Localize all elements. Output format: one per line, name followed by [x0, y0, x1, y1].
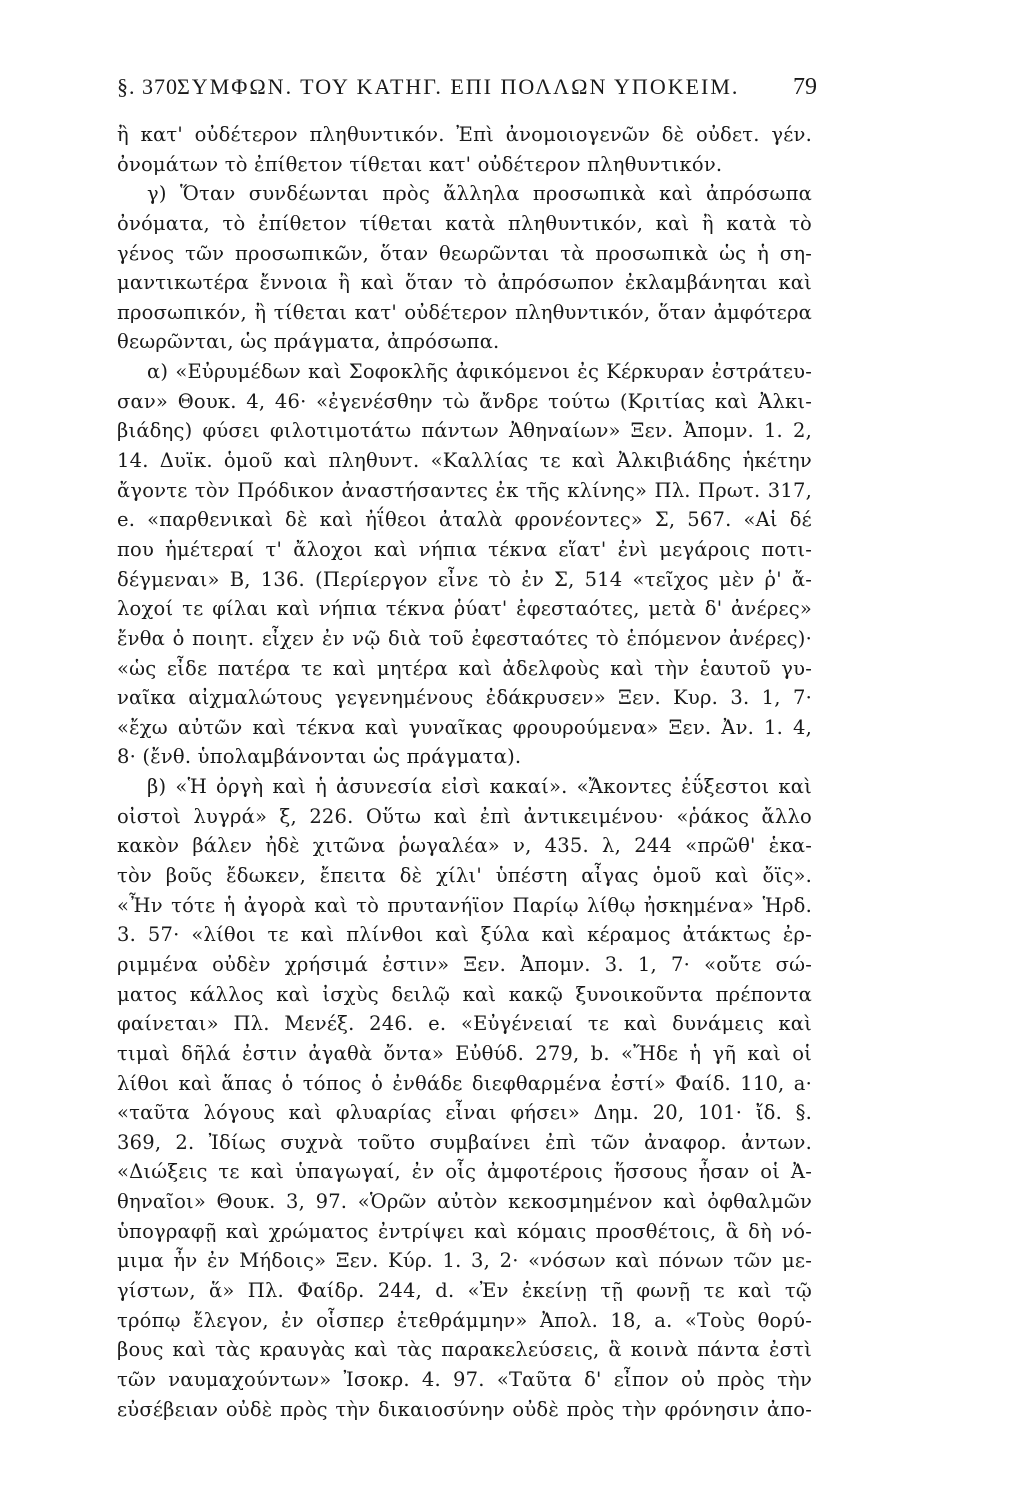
text-line: ὀνόματα, τὸ ἐπίθετον τίθεται κατὰ πληθυντικόν, καὶ ἢ κατὰ τὸ: [117, 211, 812, 235]
text-line: γίστων, ἅ» Πλ. Φαίδρ. 244, d. «Ἐν ἐκείνῃ τῇ φωνῇ τε καὶ τῷ: [117, 1278, 812, 1302]
text-line: προσωπικόν, ἢ τίθεται κατ' οὐδέτερον πληθυντικόν, ὅταν ἀμφότερα: [117, 300, 812, 324]
text-line: 3. 57· «λίθοι τε καὶ πλίνθοι καὶ ξύλα καὶ κέραμος ἀτάκτως ἐρ-: [117, 923, 812, 947]
text-line: γένος τῶν προσωπικῶν, ὅταν θεωρῶνται τὰ προσωπικὰ ὡς ἡ ση-: [117, 241, 812, 265]
text-line: ναῖκα αἰχμαλώτους γεγενημένους ἐδάκρυσεν» Ξεν. Κυρ. 3. 1, 7·: [117, 686, 812, 710]
text-line: 14. Δυϊκ. ὁμοῦ καὶ πληθυντ. «Καλλίας τε καὶ Ἀλκιβιάδης ἡκέτην: [117, 449, 812, 473]
text-line: φαίνεται» Πλ. Μενέξ. 246. e. «Εὐγένειαί τε καὶ δυνάμεις καὶ: [117, 1012, 812, 1036]
text-line: μαντικωτέρα ἔννοια ἢ καὶ ὅταν τὸ ἀπρόσωπον ἐκλαμβάνηται καὶ: [117, 271, 812, 295]
text-line: ἔνθα ὁ ποιητ. εἶχεν ἐν νῷ διὰ τοῦ ἐφεσταότες τὸ ἑπόμενον ἀνέρες)·: [117, 626, 812, 650]
text-line: θηναῖοι» Θουκ. 3, 97. «Ὁρῶν αὐτὸν κεκοσμημένον καὶ ὀφθαλμῶν: [117, 1190, 812, 1214]
text-line: «Ἦν τότε ἡ ἀγορὰ καὶ τὸ πρυτανήϊον Παρίῳ λίθῳ ἠσκημένα» Ἡρδ.: [117, 893, 812, 917]
text-line: «ἔχω αὐτῶν καὶ τέκνα καὶ γυναῖκας φρουρούμενα» Ξεν. Ἀν. 1. 4,: [117, 715, 812, 739]
text-line: οἰστοὶ λυγρά» ξ, 226. Οὕτω καὶ ἐπὶ ἀντικειμένου· «ῥάκος ἄλλο: [117, 804, 812, 828]
text-line: τιμαὶ δῆλά ἐστιν ἀγαθὰ ὄντα» Εὐθύδ. 279, b. «Ἤδε ἡ γῆ καὶ οἱ: [117, 1041, 812, 1065]
body-text: [117, 120, 812, 1424]
text-line: «ταῦτα λόγους καὶ φλυαρίας εἶναι φήσει» Δημ. 20, 101· ἴδ. §.: [117, 1101, 812, 1125]
text-line: «ὡς εἶδε πατέρα τε καὶ μητέρα καὶ ἀδελφοὺς καὶ τὴν ἑαυτοῦ γυ-: [117, 656, 812, 680]
text-line: γ) Ὅταν συνδέωνται πρὸς ἄλληλα προσωπικὰ καὶ ἀπρόσωπα: [147, 182, 812, 206]
text-line: που ἡμέτεραί τ' ἄλοχοι καὶ νήπια τέκνα εἵατ' ἐνὶ μεγάροις ποτι-: [117, 537, 812, 561]
text-line: α) «Εὐρυμέδων καὶ Σοφοκλῆς ἀφικόμενοι ἐς Κέρκυραν ἐστράτευ-: [147, 360, 812, 384]
running-head: [117, 70, 817, 110]
text-line: ριμμένα οὐδὲν χρήσιμά ἐστιν» Ξεν. Ἀπομν. 3. 1, 7· «οὔτε σώ-: [117, 952, 812, 976]
text-line: «Διώξεις τε καὶ ὑπαγωγαί, ἐν οἷς ἀμφοτέροις ἥσσους ἦσαν οἱ Ἀ-: [117, 1160, 812, 1184]
text-line: ὑπογραφῇ καὶ χρώματος ἐντρίψει καὶ κόμαις προσθέτοις, ἃ δὴ νό-: [117, 1219, 812, 1243]
text-line: ματος κάλλος καὶ ἰσχὺς δειλῷ καὶ κακῷ ξυνοικοῦντα πρέποντα: [117, 982, 812, 1006]
text-line: σαν» Θουκ. 4, 46· «ἐγενέσθην τὼ ἄνδρε τούτω (Κριτίας καὶ Ἀλκι-: [117, 389, 812, 413]
text-line: τὸν βοῦς ἔδωκεν, ἔπειτα δὲ χίλι' ὑπέστη αἶγας ὁμοῦ καὶ ὄϊς».: [117, 864, 812, 888]
text-line: ὀνομάτων τὸ ἐπίθετον τίθεται κατ' οὐδέτερον πληθυντικόν.: [117, 152, 723, 176]
page-number: 79: [793, 74, 817, 100]
text-line: e. «παρθενικαὶ δὲ καὶ ἠΐθεοι ἀταλὰ φρονέοντες» Σ, 567. «Αἱ δέ: [117, 508, 812, 532]
text-line: βους καὶ τὰς κραυγὰς καὶ τὰς παρακελεύσεις, ἃ κοινὰ πάντα ἐστὶ: [117, 1338, 812, 1362]
text-line: κακὸν βάλεν ἠδὲ χιτῶνα ῥωγαλέα» ν, 435. λ, 244 «πρῶθ' ἑκα-: [117, 834, 812, 858]
text-line: λοχοί τε φίλαι καὶ νήπια τέκνα ῥύατ' ἐφεσταότες, μετὰ δ' ἀνέρες»: [117, 597, 812, 621]
section-reference: §. 370: [117, 74, 178, 99]
text-line: θεωρῶνται, ὡς πράγματα, ἀπρόσωπα.: [117, 330, 500, 354]
text-line: εὐσέβειαν οὐδὲ πρὸς τὴν δικαιοσύνην οὐδὲ πρὸς τὴν φρόνησιν ἀπο-: [117, 1397, 812, 1421]
text-line: 369, 2. Ἰδίως συχνὰ τοῦτο συμβαίνει ἐπὶ τῶν ἀναφορ. ἀντων.: [117, 1130, 812, 1154]
text-line: λίθοι καὶ ἅπας ὁ τόπος ὁ ἐνθάδε διεφθαρμένα ἐστί» Φαίδ. 110, a·: [117, 1071, 812, 1095]
text-line: ἄγοντε τὸν Πρόδικον ἀναστήσαντες ἐκ τῆς κλίνης» Πλ. Πρωτ. 317,: [117, 478, 812, 502]
text-line: βιάδης) φύσει φιλοτιμοτάτω πάντων Ἀθηναίων» Ξεν. Ἀπομν. 1. 2,: [117, 419, 812, 443]
running-title: ΣΥΜΦΩΝ. ΤΟΥ ΚΑΤΗΓ. ΕΠΙ ΠΟΛΛΩΝ ΥΠΟΚΕΙΜ.: [177, 74, 740, 99]
text-line: β) «Ἡ ὀργὴ καὶ ἡ ἀσυνεσία εἰσὶ κακαί». «Ἄκοντες ἐΰξεστοι καὶ: [147, 775, 812, 799]
text-line: τῶν ναυμαχούντων» Ἰσοκρ. 4. 97. «Ταῦτα δ' εἶπον οὐ πρὸς τὴν: [117, 1367, 812, 1391]
text-line: δέγμεναι» Β, 136. (Περίεργον εἶνε τὸ ἐν Σ, 514 «τεῖχος μὲν ῥ' ἄ-: [117, 567, 812, 591]
text-line: τρόπῳ ἔλεγον, ἐν οἷσπερ ἐτεθράμμην» Ἀπολ. 18, a. «Τοὺς θορύ-: [117, 1308, 812, 1332]
text-line: ἢ κατ' οὐδέτερον πληθυντικόν. Ἐπὶ ἀνομοιογενῶν δὲ οὐδετ. γέν.: [117, 123, 812, 146]
text-line: 8· (ἔνθ. ὑπολαμβάνονται ὡς πράγματα).: [117, 745, 522, 769]
text-line: μιμα ἦν ἐν Μήδοις» Ξεν. Κύρ. 1. 3, 2· «νόσων καὶ πόνων τῶν με-: [117, 1249, 812, 1273]
